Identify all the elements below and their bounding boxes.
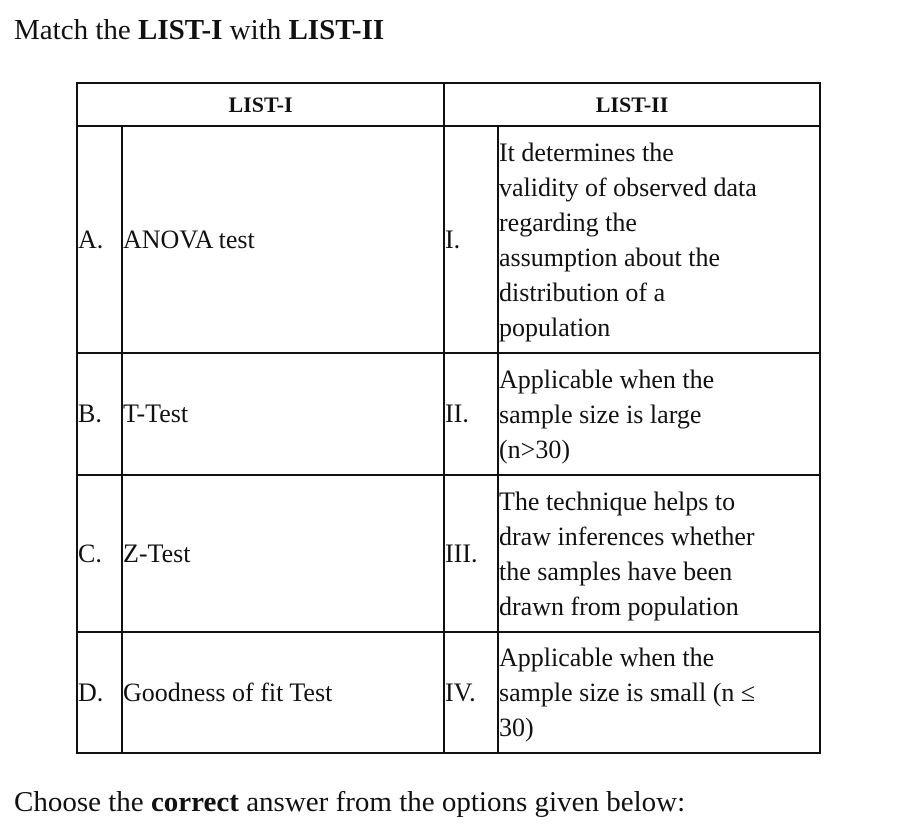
answer-instruction (14, 786, 685, 818)
list2-description: Applicable when the sample size is large (n>30) (498, 353, 820, 475)
table-row (77, 353, 820, 475)
table-row (77, 632, 820, 753)
table-row (77, 475, 820, 632)
row-roman: III. (444, 475, 498, 632)
row-letter: D. (77, 632, 122, 753)
row-letter: A. (77, 126, 122, 353)
list2-header: LIST-II (444, 83, 820, 126)
row-roman: II. (444, 353, 498, 475)
heading-list1: LIST-I (138, 14, 223, 46)
list2-description: Applicable when the sample size is small (n ≤ 30) (498, 632, 820, 753)
table-row (77, 126, 820, 353)
heading-prefix: Match the (14, 14, 139, 46)
list2-description: It determines the validity of observed data regarding the assumption about the distribution of a population (498, 126, 820, 353)
row-roman: IV. (444, 632, 498, 753)
footer-emphasis: correct (150, 786, 239, 818)
match-table (76, 82, 821, 754)
heading-middle: with (222, 14, 289, 46)
question-heading (14, 14, 384, 46)
row-letter: C. (77, 475, 122, 632)
row-roman: I. (444, 126, 498, 353)
list1-item: Goodness of fit Test (122, 632, 444, 753)
list1-item: Z-Test (122, 475, 444, 632)
table-header-row (77, 83, 820, 126)
list2-description: The technique helps to draw inferences whether the samples have been drawn from population (498, 475, 820, 632)
row-letter: B. (77, 353, 122, 475)
heading-list2: LIST-II (288, 14, 385, 46)
list1-item: T-Test (122, 353, 444, 475)
list1-item: ANOVA test (122, 126, 444, 353)
footer-suffix: answer from the options given below: (238, 786, 686, 818)
list1-header: LIST-I (77, 83, 444, 126)
footer-prefix: Choose the (14, 786, 151, 818)
